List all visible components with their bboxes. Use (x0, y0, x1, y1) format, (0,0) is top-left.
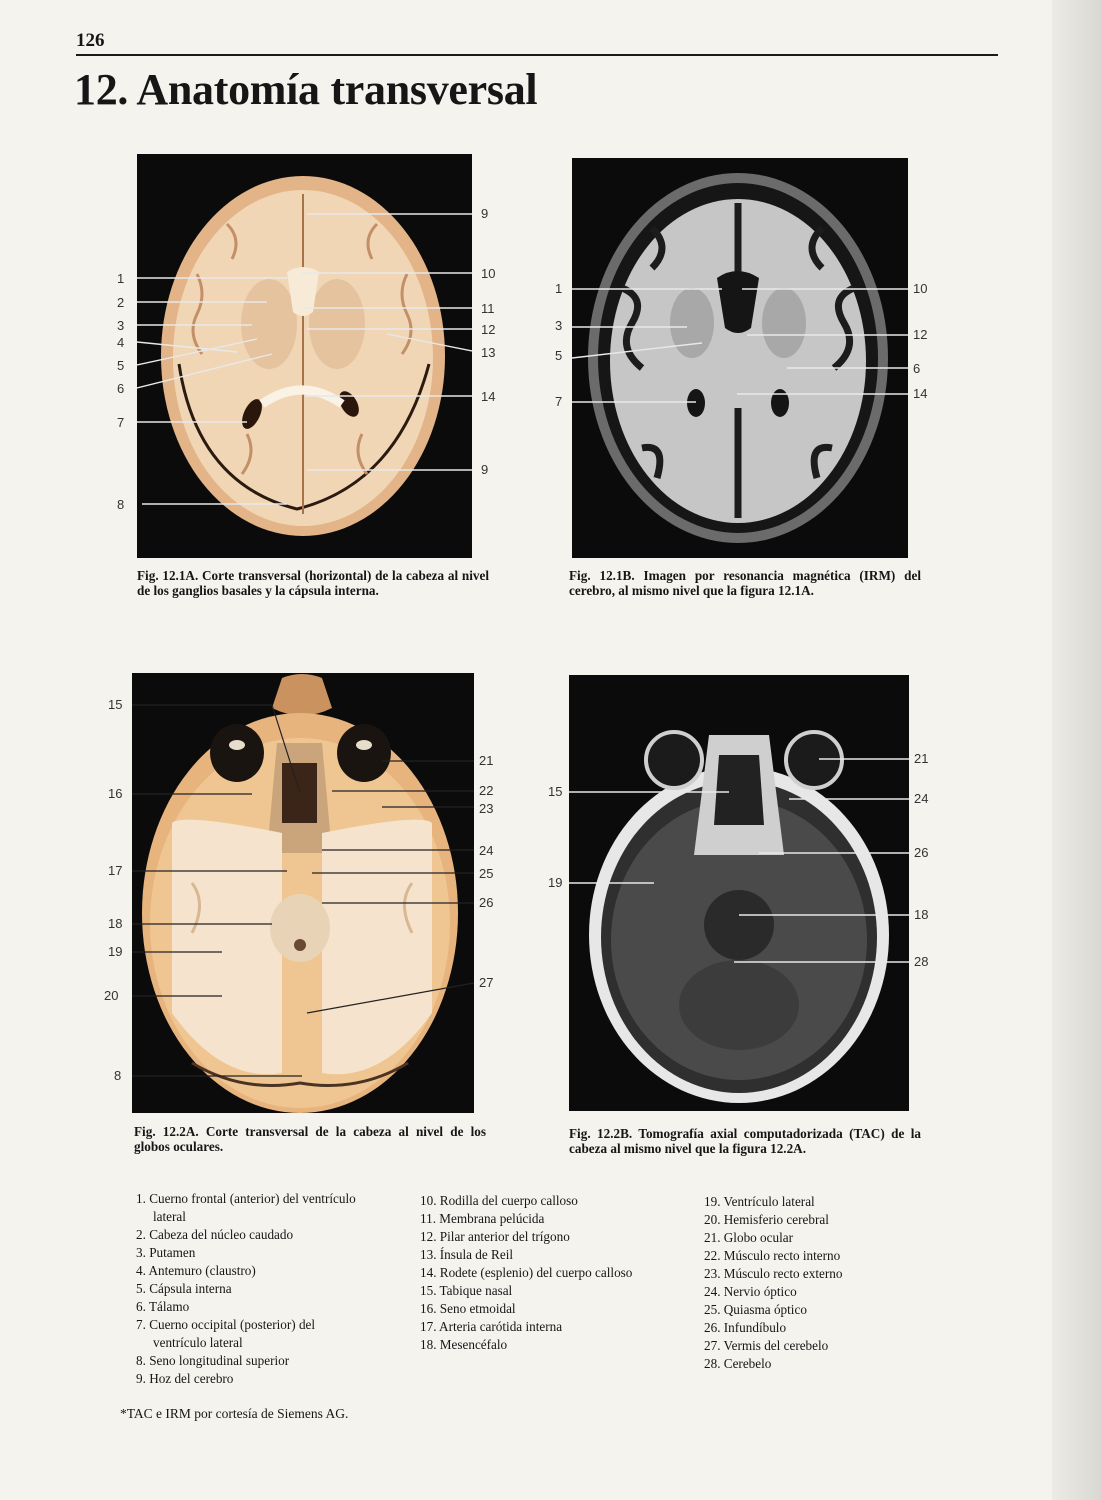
callout-label: 26 (914, 845, 929, 860)
legend-item: 18. Mesencéfalo (420, 1337, 508, 1352)
figure-12-2a-cadaver-section (132, 673, 474, 1113)
callout-label: 20 (104, 988, 119, 1003)
callout-label: 18 (108, 916, 123, 931)
callout-label: 7 (117, 415, 125, 430)
figure-caption-12-1a: Fig. 12.1A. Corte transversal (horizontal) de la cabeza al nivel de los ganglios basales y la cápsula interna. (137, 568, 489, 598)
legend-item: 1. Cuerno frontal (anterior) del ventrículo lateral (136, 1191, 356, 1224)
callout-label: 25 (479, 866, 494, 881)
callout-label: 17 (108, 863, 123, 878)
legend-item: 21. Globo ocular (704, 1230, 793, 1245)
legend-item: 10. Rodilla del cuerpo calloso (420, 1193, 578, 1208)
callout-label: 16 (108, 786, 123, 801)
legend-item: 12. Pilar anterior del trígono (420, 1229, 570, 1244)
legend-column-2 (420, 1192, 660, 1354)
callout-label: 8 (114, 1068, 122, 1083)
callout-label: 24 (914, 791, 929, 806)
legend-item: 14. Rodete (esplenio) del cuerpo calloso (420, 1265, 633, 1280)
callout-label: 10 (481, 266, 496, 281)
figure-12-1a-cadaver-section (137, 154, 472, 558)
legend-item: 19. Ventrículo lateral (704, 1194, 815, 1209)
mri-illustration (572, 158, 908, 558)
legend-item: 2. Cabeza del núcleo caudado (136, 1227, 294, 1242)
legend-column-3 (704, 1193, 944, 1373)
legend-column-1 (136, 1190, 366, 1388)
callout-label: 5 (555, 348, 563, 363)
legend-item: 28. Cerebelo (704, 1356, 772, 1371)
legend-item: 23. Músculo recto externo (704, 1266, 843, 1281)
legend-item: 16. Seno etmoidal (420, 1301, 516, 1316)
callout-label: 14 (481, 389, 496, 404)
callout-label: 2 (117, 295, 125, 310)
callout-label: 12 (913, 327, 928, 342)
legend-item: 24. Nervio óptico (704, 1284, 797, 1299)
legend-item: 4. Antemuro (claustro) (136, 1263, 256, 1278)
header-rule (76, 54, 998, 56)
callout-label: 27 (479, 975, 494, 990)
figure-12-2b-ct-scan (569, 675, 909, 1111)
callout-label: 18 (914, 907, 929, 922)
callout-label: 3 (117, 318, 125, 333)
callout-label: 3 (555, 318, 563, 333)
figure-caption-12-2a: Fig. 12.2A. Corte transversal de la cabeza al nivel de los globos oculares. (134, 1124, 486, 1154)
legend-item: 13. Ínsula de Reil (420, 1247, 514, 1262)
callout-label: 10 (913, 281, 928, 296)
callout-label: 14 (913, 386, 928, 401)
legend-item: 9. Hoz del cerebro (136, 1371, 234, 1386)
callout-label: 19 (108, 944, 123, 959)
callout-label: 9 (481, 462, 489, 477)
legend-item: 3. Putamen (136, 1245, 196, 1260)
callout-label: 26 (479, 895, 494, 910)
callout-label: 7 (555, 394, 563, 409)
callout-label: 12 (481, 322, 496, 337)
book-gutter-shadow (1052, 0, 1101, 1500)
legend-item: 7. Cuerno occipital (posterior) del ventrículo lateral (136, 1317, 316, 1350)
callout-label: 21 (479, 753, 494, 768)
legend-item: 11. Membrana pelúcida (420, 1211, 545, 1226)
callout-label: 28 (914, 954, 929, 969)
callout-label: 6 (117, 381, 125, 396)
figure-caption-12-1b: Fig. 12.1B. Imagen por resonancia magnética (IRM) del cerebro, al mismo nivel que la figura 12.1A. (569, 568, 921, 598)
legend-item: 15. Tabique nasal (420, 1283, 513, 1298)
callout-label: 13 (481, 345, 496, 360)
callout-label: 4 (117, 335, 125, 350)
callout-label: 23 (479, 801, 494, 816)
callout-label: 19 (548, 875, 563, 890)
callout-label: 9 (481, 206, 489, 221)
legend-item: 8. Seno longitudinal superior (136, 1353, 290, 1368)
brain-section-illustration (137, 154, 472, 558)
legend-item: 17. Arteria carótida interna (420, 1319, 563, 1334)
callout-label: 1 (117, 271, 125, 286)
callout-label: 22 (479, 783, 494, 798)
legend-item: 20. Hemisferio cerebral (704, 1212, 829, 1227)
chapter-title: 12. Anatomía transversal (74, 65, 538, 114)
ct-illustration (569, 675, 909, 1111)
legend-item: 6. Tálamo (136, 1299, 190, 1314)
legend-item: 5. Cápsula interna (136, 1281, 232, 1296)
legend-item: 22. Músculo recto interno (704, 1248, 841, 1263)
callout-label: 15 (548, 784, 563, 799)
callout-label: 21 (914, 751, 929, 766)
legend-item: 26. Infundíbulo (704, 1320, 787, 1335)
page-number: 126 (76, 30, 105, 51)
callout-label: 5 (117, 358, 125, 373)
figure-caption-12-2b: Fig. 12.2B. Tomografía axial computadorizada (TAC) de la cabeza al mismo nivel que la figura 12.2A. (569, 1126, 921, 1156)
callout-label: 11 (481, 301, 495, 316)
callout-label: 1 (555, 281, 563, 296)
head-section-illustration (132, 673, 474, 1113)
callout-label: 15 (108, 697, 123, 712)
footnote: *TAC e IRM por cortesía de Siemens AG. (120, 1406, 349, 1421)
legend-item: 25. Quiasma óptico (704, 1302, 807, 1317)
callout-label: 6 (913, 361, 921, 376)
callout-label: 24 (479, 843, 494, 858)
figure-12-1b-mri (572, 158, 908, 558)
callout-label: 8 (117, 497, 125, 512)
legend-item: 27. Vermis del cerebelo (704, 1338, 829, 1353)
